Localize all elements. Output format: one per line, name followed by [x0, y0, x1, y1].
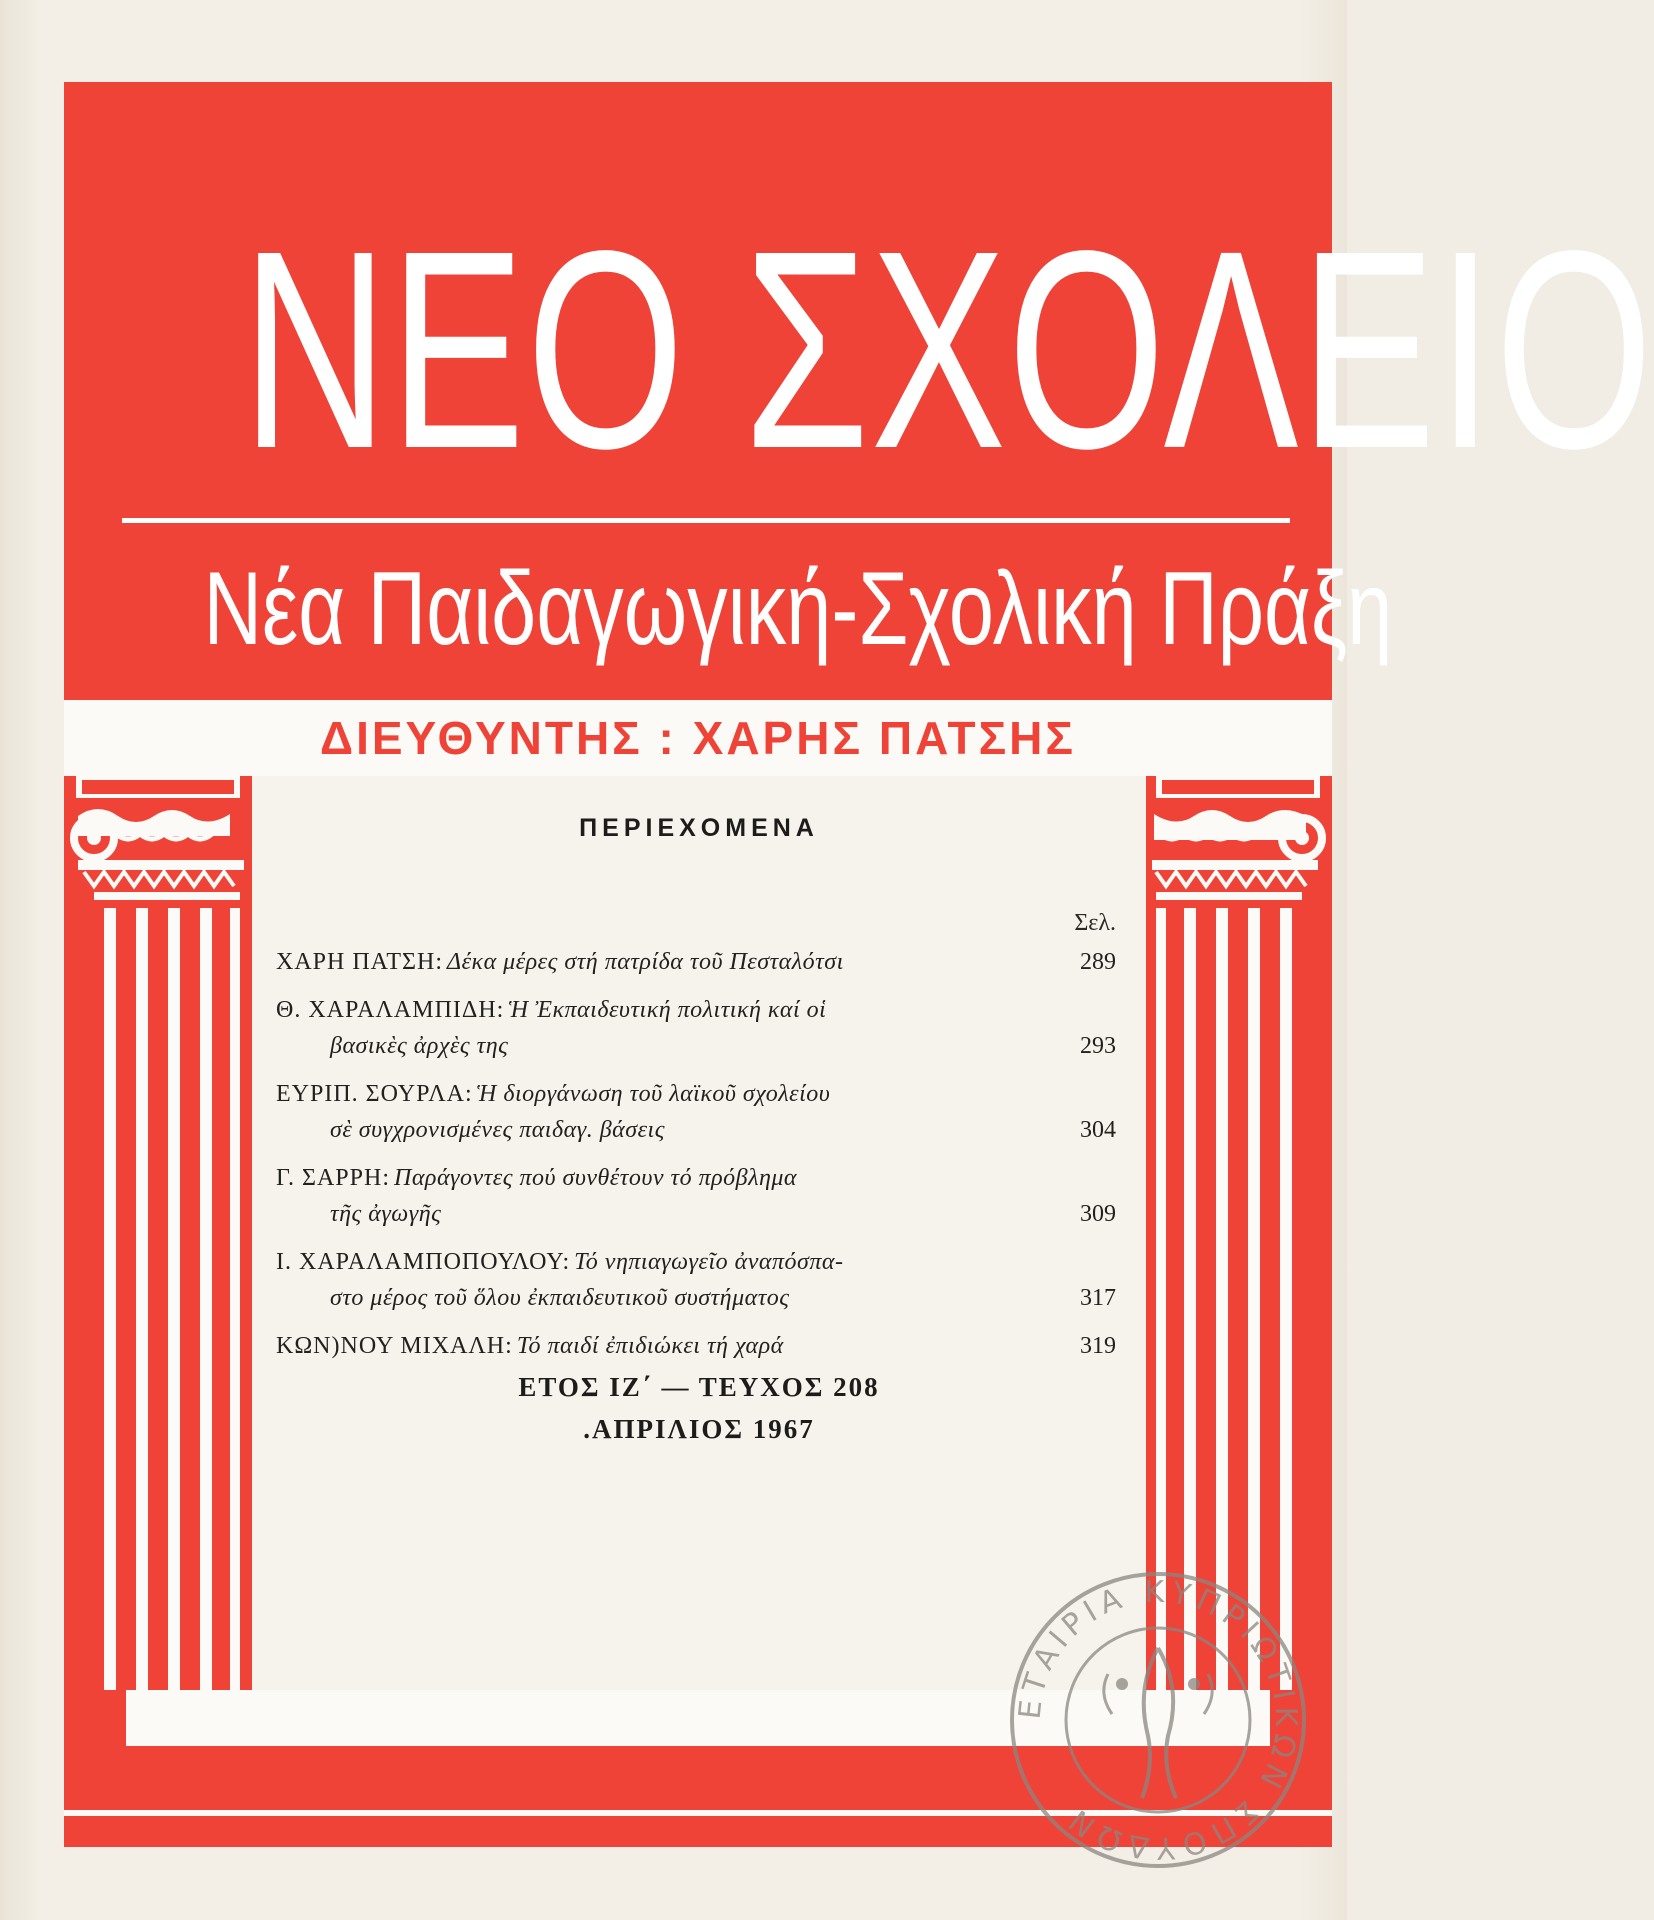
list-item	[276, 1244, 1116, 1316]
entry-title: Ἡ Ἐκπαιδευτική πολιτική καί οἱ	[508, 997, 827, 1023]
entry-author: ΧΑΡΗ ΠΑΤΣΗ:	[276, 949, 443, 975]
magazine-subtitle: Νέα Παιδαγωγική-Σχολική Πράξη	[203, 551, 1393, 667]
entry-author: ΕΥΡΙΠ. ΣΟΥΡΛΑ:	[276, 1081, 473, 1107]
list-item	[276, 1160, 1116, 1232]
magazine-title: ΝΕΟ ΣΧΟΛΕΙΟ	[241, 192, 1654, 507]
entry-page: 309	[1080, 1201, 1116, 1227]
entry-title: Τό παιδί ἐπιδιώκει τή χαρά	[516, 1333, 784, 1359]
list-item	[276, 1328, 1116, 1364]
entry-title: Τό νηπιαγωγεῖο ἀναπόσπα-	[574, 1249, 844, 1275]
society-seal-icon	[1002, 1564, 1314, 1876]
contents-heading: ΠΕΡΙΕΧΟΜΕΝΑ	[579, 814, 819, 842]
issue-date: .ΑΠΡΙΛΙΟΣ 1967	[583, 1414, 815, 1444]
director-line: ΔΙΕΥΘΥΝΤΗΣ : ΧΑΡΗΣ ΠΑΤΣΗΣ	[320, 712, 1076, 764]
entry-title: Δέκα μέρες στή πατρίδα τοῦ Πεσταλότσι	[447, 949, 844, 975]
right-column-ornament-icon	[1146, 776, 1332, 1690]
left-column-ornament-icon	[64, 776, 250, 1690]
entry-author: Θ. ΧΑΡΑΛΑΜΠΙΔΗ:	[276, 997, 505, 1023]
list-item	[276, 944, 1116, 980]
entry-page: 304	[1080, 1117, 1116, 1143]
list-item	[276, 992, 1116, 1064]
entry-page: 319	[1080, 1333, 1116, 1359]
entry-title-continued: στο μέρος τοῦ ὅλου ἐκπαιδευτικοῦ συστήματος	[330, 1285, 790, 1311]
entry-title: Παράγοντες πού συνθέτουν τό πρόβλημα	[394, 1165, 798, 1191]
entry-title-continued: τῆς ἀγωγῆς	[330, 1201, 442, 1227]
entry-title-continued: σὲ συγχρονισμένες παιδαγ. βάσεις	[330, 1117, 665, 1143]
svg-text:ΕΤΑΙΡΙΑ ΚΥΠΡΙΩΤΙΚΩΝ ΣΠΟΥΔΩΝ: ΕΤΑΙΡΙΑ ΚΥΠΡΙΩΤΙΚΩΝ ΣΠΟΥΔΩΝ	[1012, 1574, 1304, 1866]
list-item	[276, 1076, 1116, 1148]
entry-page: 293	[1080, 1033, 1116, 1059]
contents-panel	[252, 776, 1146, 1690]
entry-title: Ἡ διοργάνωση τοῦ λαϊκοῦ σχολείου	[476, 1081, 831, 1107]
entry-page: 317	[1080, 1285, 1116, 1311]
issue-volume: ΕΤΟΣ ΙΖ΄ — ΤΕΥΧΟΣ 208	[518, 1372, 880, 1402]
entry-author: ΚΩΝ)ΝΟΥ ΜΙΧΑΛΗ:	[276, 1333, 513, 1359]
entry-author: Γ. ΣΑΡΡΗ:	[276, 1165, 390, 1191]
entry-title-continued: βασικὲς ἀρχὲς της	[330, 1033, 509, 1059]
title-divider	[122, 518, 1290, 523]
entry-author: Ι. ΧΑΡΑΛΑΜΠΟΠΟΥΛΟΥ:	[276, 1249, 571, 1275]
page-column-label: Σελ.	[1074, 910, 1116, 936]
contents-list	[276, 944, 1116, 1376]
entry-page: 289	[1080, 949, 1116, 975]
